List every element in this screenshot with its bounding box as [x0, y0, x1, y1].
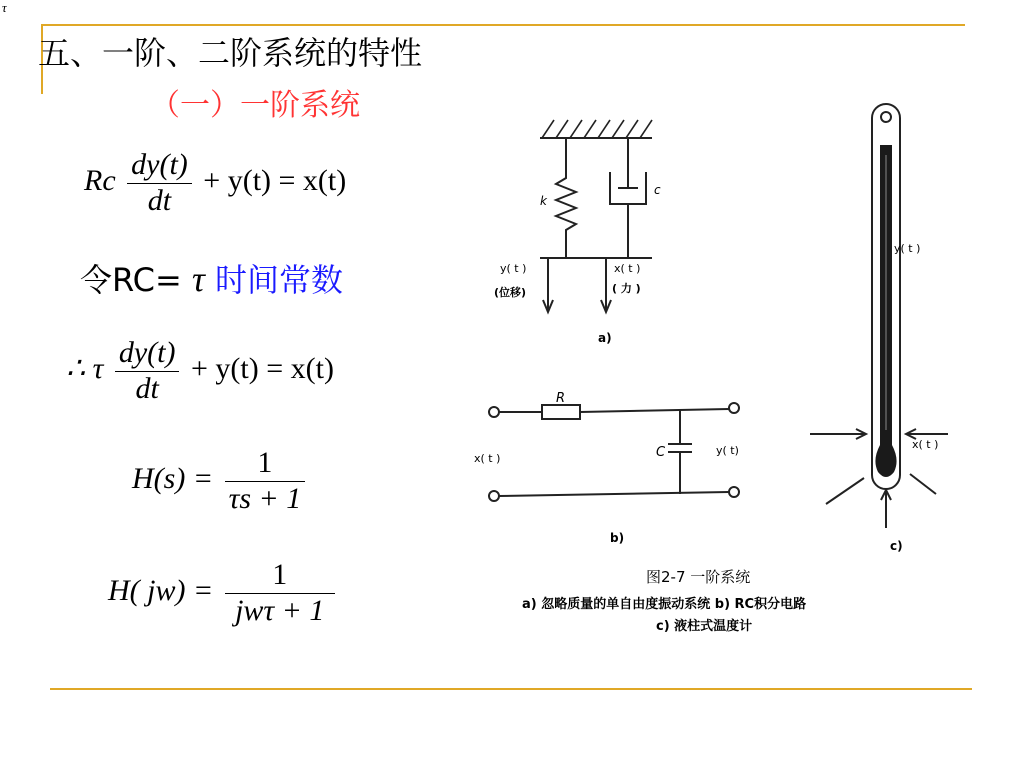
top-rule: [41, 24, 965, 26]
bottom-rule: [50, 688, 972, 690]
input-terminal-top: [489, 407, 499, 417]
equation-3: [132, 446, 309, 517]
fig-c-tag: c): [890, 539, 903, 553]
eq1-numerator: dy(t): [131, 148, 188, 181]
input-terminal-bottom: [489, 491, 499, 501]
eq1-prefix: Rc: [84, 164, 116, 198]
eq2-numerator: dy(t): [118, 336, 176, 369]
eq4-lhs: H( jw) =: [108, 574, 214, 608]
capacitor-c-label: C: [656, 445, 666, 460]
eq1-denominator: dt: [147, 184, 172, 217]
resistor-r-label: R: [556, 391, 566, 406]
damper-c-label: c: [654, 183, 661, 197]
eq2-rest: + y(t) = x(t): [190, 352, 334, 386]
fig-a-tag: a): [598, 331, 612, 345]
eq4-numerator: 1: [272, 558, 288, 591]
eq1-fraction: [127, 148, 192, 219]
let-rc-line: [80, 255, 343, 301]
spring-k-label: k: [540, 194, 547, 208]
tau-symbol: τ: [191, 259, 205, 299]
wire-bottom: [499, 492, 729, 496]
figure-c-thermometer: [810, 104, 948, 528]
fig-b-y-label: y( t): [716, 444, 739, 457]
fig-b-tag: b): [610, 531, 625, 545]
eq3-lhs: H(s) =: [132, 462, 214, 496]
thermometer-hanging-hole: [881, 112, 891, 122]
spring: [556, 138, 576, 258]
equation-1: [84, 148, 346, 219]
fig-a-x-label: x( t ): [614, 262, 641, 275]
let-prefix: 令RC=: [80, 261, 182, 299]
slide-title: 五、一阶、二阶系统的特性: [38, 34, 423, 72]
eq4-fraction: [225, 558, 335, 629]
fig-a-y-sub: (位移): [494, 286, 527, 299]
figure-b-rc-circuit: [489, 403, 739, 501]
eq2-denominator: dt: [135, 372, 159, 405]
eq2-fraction: [115, 336, 180, 407]
eq3-fraction: [225, 446, 306, 517]
output-terminal-bottom: [729, 487, 739, 497]
corner-tau-symbol: τ: [2, 0, 7, 15]
wire-top: [580, 409, 729, 412]
fig-c-x-label: x( t ): [912, 438, 939, 451]
eq3-numerator: 1: [257, 446, 273, 479]
eq1-rest: + y(t) = x(t): [203, 164, 347, 198]
equation-4: [108, 558, 339, 629]
fig-b-x-label: x( t ): [474, 452, 501, 465]
figure-caption-title: 图2-7 一阶系统: [646, 568, 751, 586]
eq4-denominator: jwτ + 1: [235, 594, 325, 627]
time-constant-term: 时间常数: [215, 261, 344, 299]
equation-2: [66, 336, 334, 407]
slide-subtitle: （一）一阶系统: [150, 88, 360, 123]
output-terminal-top: [729, 403, 739, 413]
resistor: [542, 405, 580, 419]
fig-c-y-label: y( t ): [894, 242, 921, 255]
eq2-prefix: ∴ τ: [66, 352, 104, 386]
ground-hatch: [542, 120, 652, 138]
fig-a-x-sub: ( 力 ): [612, 282, 641, 295]
eq3-denominator: τs + 1: [228, 482, 302, 515]
figure-caption-line1: a) 忽略质量的单自由度振动系统 b) RC积分电路: [522, 597, 807, 612]
arrow-lower-left: [826, 478, 864, 504]
arrow-lower-right: [910, 474, 936, 494]
first-order-systems-figure: [470, 100, 990, 660]
figure-caption-line2: c) 液柱式温度计: [656, 619, 753, 634]
fig-a-y-label: y( t ): [500, 262, 527, 275]
